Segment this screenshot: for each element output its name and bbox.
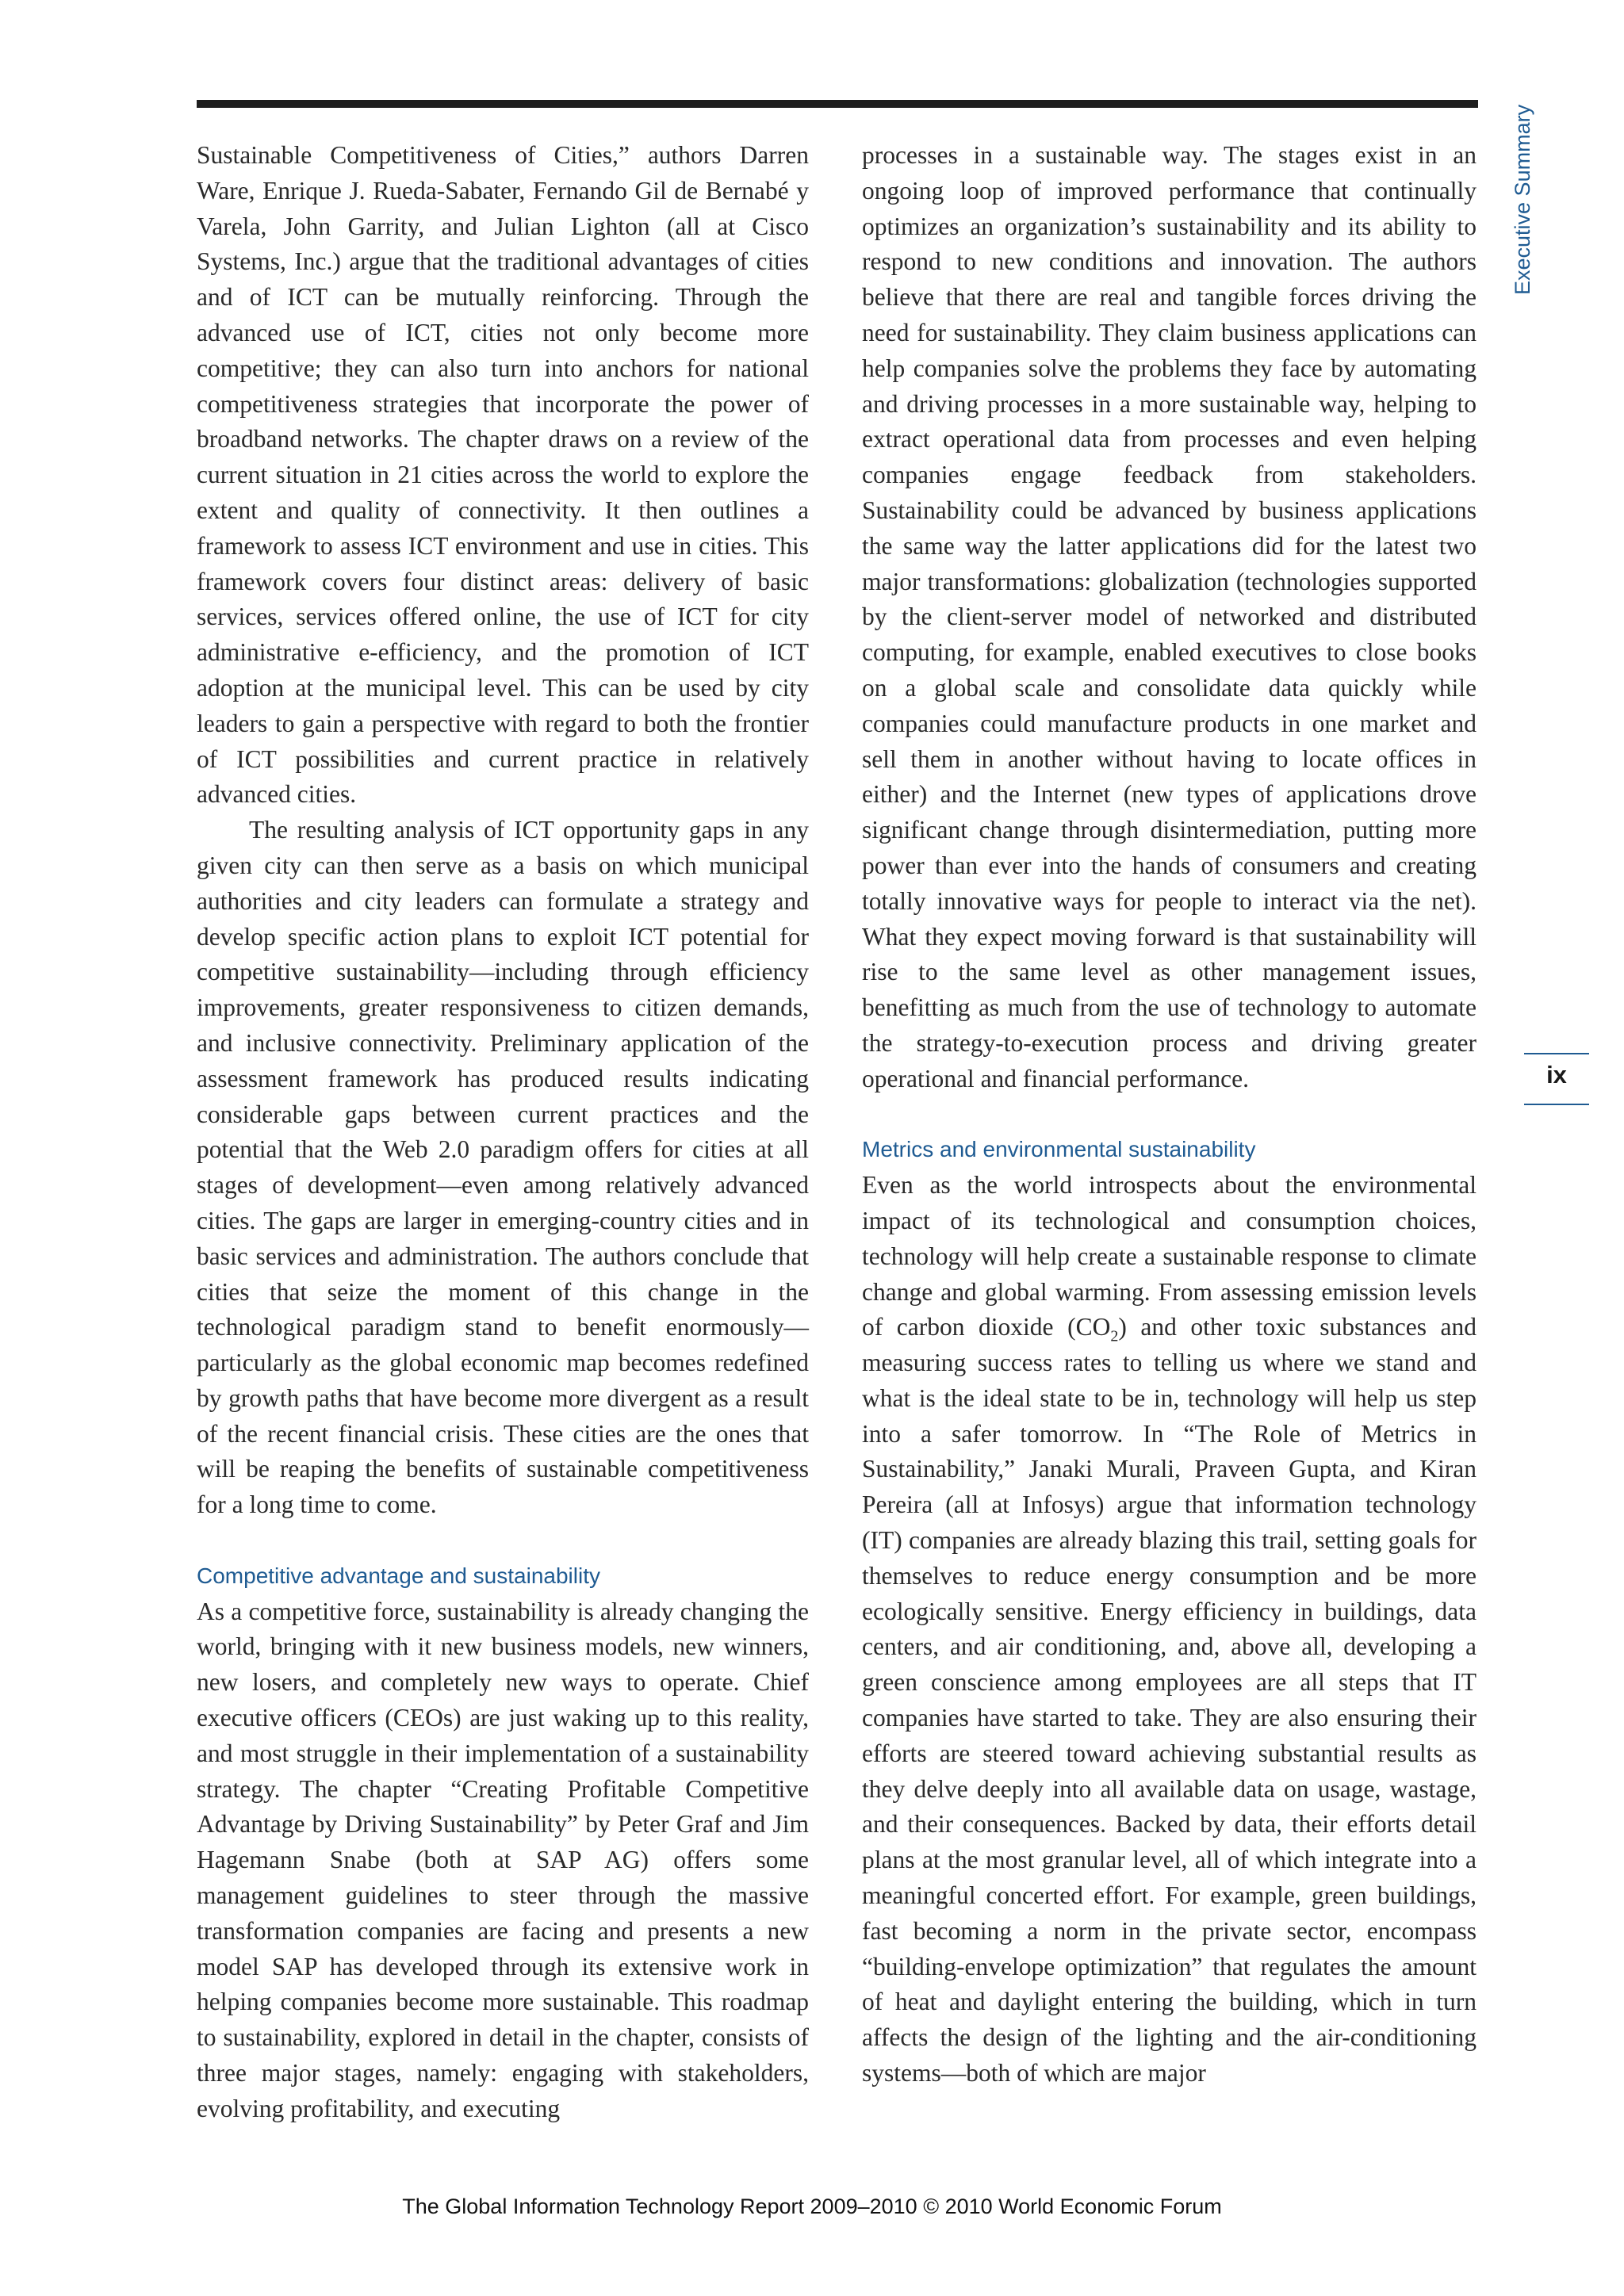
paragraph: processes in a sustainable way. The stages exist in an ongoing loop of improved performance that continually optimizes an organization’s sustainability and its ability to respond to new conditions and innovation. The authors believe that there are real and tangible forces driving the need for sustainability. They claim business applications can help companies solve the problems they face by automating and driving processes in a more sustainable way, helping to extract operational data from processes and even helping companies engage feedback from stakeholders. Sustainability could be advanced by business applications the same way the latter applications did for the latest two major transformations: globalization (technologies supported by the client-server model of networked and distributed computing, for example, enabled executives to close books on a global scale and consolidate data quickly while companies could manufacture products in one market and sell them in another without having to locate offices in either) and the Internet (new types of applications drove significant change through disintermediation, putting more power than ever into the hands of consumers and creating totally innovative ways for people to interact via the net). What they expect moving forward is that sustainability will rise to the same level as other management issues, benefitting as much from the use of technology to automate the strategy-to-execution process and driving greater operational and financial performance. [862,141,1477,1093]
left-column [197,138,809,2127]
text-run: ) and other toxic substances and measuring success rates to telling us where we stand and what is the ideal state to be in, technology will help us step into a safer tomorrow. In “The Role of Metrics in Sustainability,” Janaki Murali, Praveen Gupta, and Kiran Pereira (all at Infosys) argue that information technology (IT) companies are already blazing this trail, setting goals for themselves to reduce energy consumption and be more ecologically sensitive. Energy efficiency in buildings, data centers, and air conditioning, and, above all, developing a green conscience among employees are all steps that IT companies have started to take. They are also ensuring their efforts are steered toward achieving substantial results as they delve deeply into all available data on usage, wastage, and their consequences. Backed by data, their efforts detail plans at the most granular level, all of which integrate into a meaningful concerted effort. For example, green buildings, fast becoming a norm in the private sector, encompass “building-envelope optimization” that regulates the amount of heat and daylight entering the building, which in turn affects the design of the lighting and the air-conditioning systems—both of which are major [862,1313,1477,2087]
paragraph: As a competitive force, sustainability is already changing the world, bringing with it new business models, new winners, new losers, and completely new ways to operate. Chief executive officers (CEOs) are just waking up to this reality, and most struggle in their implementation of a sustainability strategy. The chapter “Creating Profitable Competitive Advantage by Driving Sustainability” by Peter Graf and Jim Hagemann Snabe (both at SAP AG) offers some management guidelines to steer through the massive transformation companies are facing and presents a new model SAP has developed through its extensive work in helping companies become more sustainable. This roadmap to sustainability, explored in detail in the chapter, consists of three major stages, namely: engaging with stakeholders, evolving profitability, and executing [197,1597,809,2122]
paragraph-gap [862,1097,1477,1133]
text-run: Even as the world introspects about the environmental impact of its technological and consumption choices, technology will help create a sustainable response to climate change and global warming. From assessing emission levels of carbon dioxide (CO [862,1171,1477,1341]
top-rule [197,100,1478,108]
paragraph-gap [197,1523,809,1559]
page-number: ix [1546,1061,1567,1089]
section-heading: Metrics and environmental sustainability [862,1137,1256,1162]
paragraph: Sustainable Competitiveness of Cities,” authors Darren Ware, Enrique J. Rueda-Sabater, Fernando Gil de Bernabé y Varela, John Garrity, and Julian Lighton (all at Cisco Systems, Inc.) argue that the traditional advantages of cities and of ICT can be mutually reinforcing. Through the advanced use of ICT, cities not only become more competitive; they can also turn into anchors for national competitiveness strategies that incorporate the power of broadband networks. The chapter draws on a review of the current situation in 21 cities across the world to explore the extent and quality of connectivity. It then outlines a framework to assess ICT environment and use in cities. This framework covers four distinct areas: delivery of basic services, services offered online, the use of ICT for city administrative e-efficiency, and the promotion of ICT adoption at the municipal level. This can be used by city leaders to gain a perspective with regard to both the frontier of ICT possibilities and current practice in relatively advanced cities. [197,141,809,809]
paragraph [862,1168,1477,2091]
page-number-rule-bottom [1524,1104,1589,1105]
section-heading: Competitive advantage and sustainability [197,1563,600,1588]
paragraph: The resulting analysis of ICT opportunity gaps in any given city can then serve as a basis on which municipal authorities and city leaders can formulate a strategy and develop specific action plans to exploit ICT potential for competitive sustainability—including through efficiency improvements, greater responsiveness to citizen demands, and inclusive connectivity. Preliminary application of the assessment framework has produced results indicating considerable gaps between current practices and the potential that the Web 2.0 paradigm offers for cities at all stages of development—even among relatively advanced cities. The gaps are larger in emerging-country cities and in basic services and administration. The authors conclude that cities that seize the moment of this change in the technological paradigm stand to benefit enormously—particularly as the global economic map becomes redefined by growth paths that have become more divergent as a result of the recent financial crisis. These cities are the ones that will be reaping the benefits of sustainable competitiveness for a long time to come. [197,816,809,1519]
right-column [862,138,1477,2091]
page-number-rule-top [1524,1053,1589,1054]
page-footer: The Global Information Technology Report 2009–2010 © 2010 World Economic Forum [402,2195,1222,2218]
subscript: 2 [1110,1327,1119,1345]
section-label: Executive Summary [1511,104,1534,295]
